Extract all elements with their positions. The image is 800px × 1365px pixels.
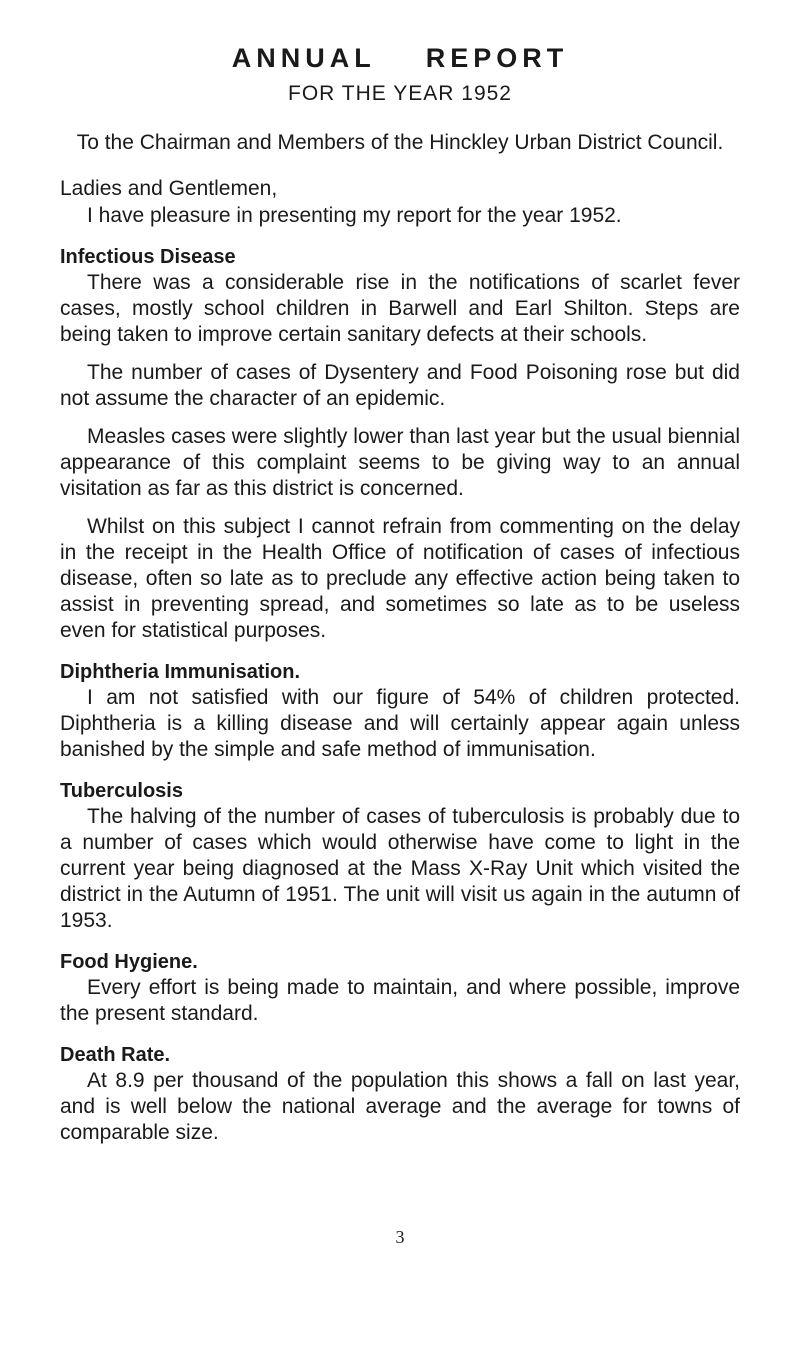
opening-paragraph: I have pleasure in presenting my report for the year 1952. xyxy=(87,204,622,227)
section-heading-diphtheria: Diphtheria Immunisation. xyxy=(60,661,301,683)
paragraph: Every effort is being made to maintain, and where possible, improve the present standard. xyxy=(60,976,740,1025)
paragraph: There was a considerable rise in the notifications of scarlet fever cases, mostly school children in Barwell and Earl Shilton. Steps are being taken to improve certain sanitary defects at their schools. xyxy=(60,271,740,346)
report-title xyxy=(60,38,740,78)
document-page xyxy=(60,38,740,1146)
section-heading-tuberculosis: Tuberculosis xyxy=(60,780,183,802)
paragraph: The halving of the number of cases of tuberculosis is probably due to a number of cases which would otherwise have come to light in the current year being diagnosed at the Mass X-Ray Unit which visited the district in the Autumn of 1951. The unit will visit us again in the autumn of 1953. xyxy=(60,805,740,932)
section-heading-food-hygiene: Food Hygiene. xyxy=(60,951,198,973)
page-number: 3 xyxy=(395,1227,405,1247)
section-infectious-disease xyxy=(60,244,740,644)
section-heading-death-rate: Death Rate. xyxy=(60,1044,171,1066)
section-heading-infectious-disease: Infectious Disease xyxy=(60,246,236,268)
section-food-hygiene xyxy=(60,949,740,1027)
addressee: To the Chairman and Members of the Hinckley Urban District Council. xyxy=(76,131,724,154)
paragraph: At 8.9 per thousand of the population this shows a fall on last year, and is well below the national average and the average for towns of comparable size. xyxy=(60,1069,740,1144)
section-tuberculosis xyxy=(60,778,740,934)
section-diphtheria-immunisation xyxy=(60,659,740,763)
report-subtitle: FOR THE YEAR 1952 xyxy=(288,82,512,105)
title-word-annual: ANNUAL xyxy=(231,43,376,73)
paragraph: Whilst on this subject I cannot refrain from commenting on the delay in the receipt in the Health Office of notification of cases of infectious disease, often so late as to preclude any effective action being taken to assist in preventing spread, and sometimes so late as to be useless even for statistical purposes. xyxy=(60,515,740,642)
salutation: Ladies and Gentlemen, xyxy=(60,177,278,200)
paragraph: I am not satisfied with our figure of 54% of children protected. Diphtheria is a killing disease and will certainly appear again unless banished by the simple and safe method of immunisation. xyxy=(60,686,740,761)
title-word-report: REPORT xyxy=(425,43,569,73)
paragraph: The number of cases of Dysentery and Food Poisoning rose but did not assume the character of an epidemic. xyxy=(60,361,740,410)
section-death-rate xyxy=(60,1042,740,1146)
paragraph: Measles cases were slightly lower than last year but the usual biennial appearance of this complaint seems to be giving way to an annual visitation as far as this district is concerned. xyxy=(60,425,740,500)
